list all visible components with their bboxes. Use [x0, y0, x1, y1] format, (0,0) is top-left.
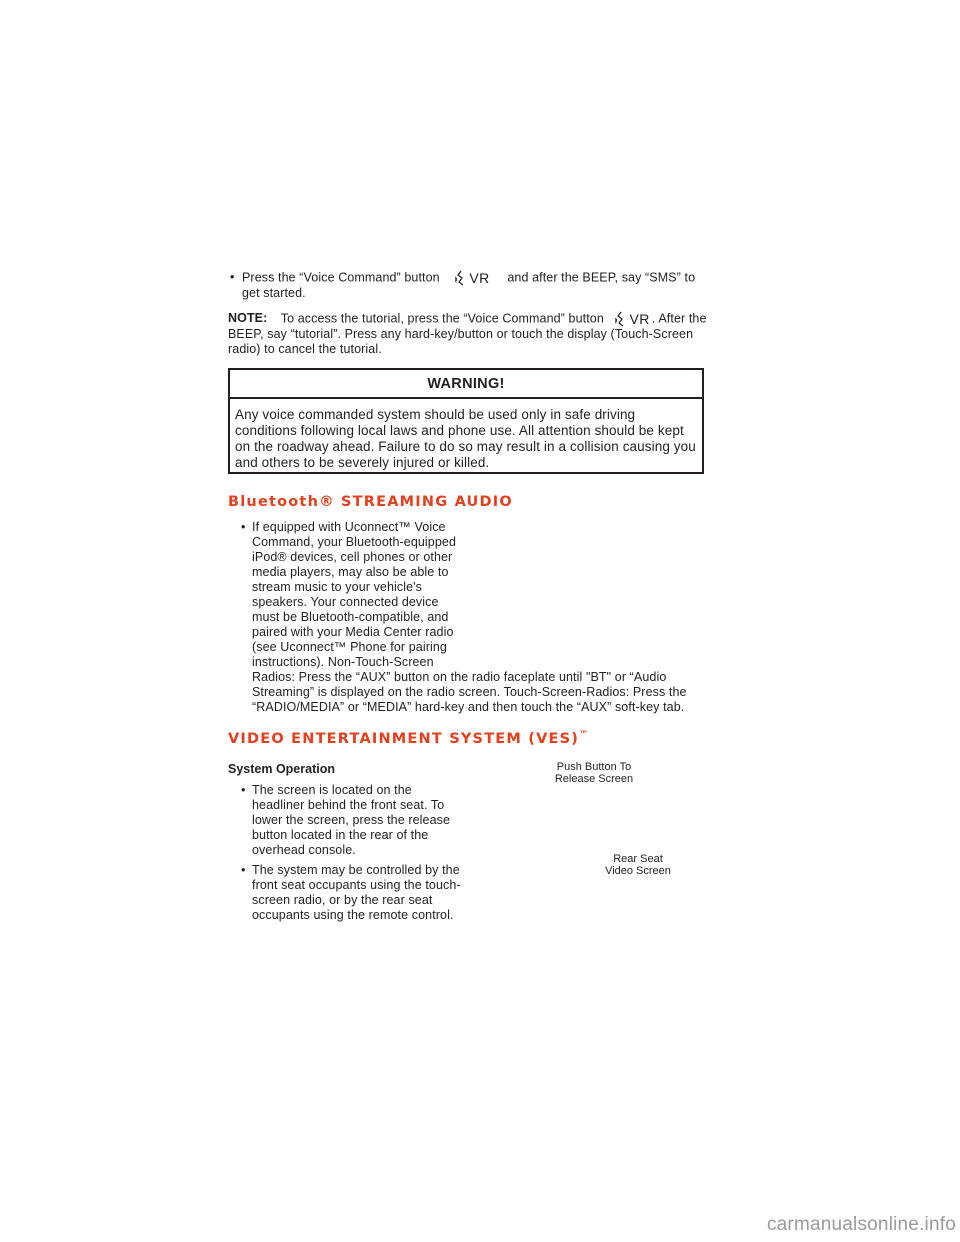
- warning-box: [228, 368, 704, 474]
- bullet-dot: •: [230, 270, 235, 284]
- vr-label: VR: [469, 269, 490, 286]
- system-operation-subhead: System Operation: [228, 762, 335, 776]
- ves-bullet-text: The screen is located on the headliner behind the front seat. To lower the screen, press the release button located in the rear of the overhead console.: [252, 783, 451, 857]
- figure-label-line: Rear Seat: [613, 853, 663, 865]
- voice-command-button-graphic: [455, 270, 489, 286]
- ves-section-heading: [228, 730, 588, 747]
- vr-label: VR: [629, 310, 650, 327]
- intro-bullet-text-after: and after the BEEP, say “SMS” to get started.: [242, 270, 696, 300]
- figure-label-line: Push Button To: [556, 761, 632, 773]
- bullet-dot: •: [241, 783, 246, 797]
- figure-label-line: Video Screen: [605, 865, 671, 877]
- intro-bullet: [230, 269, 712, 301]
- figure-label-line: Release Screen: [554, 773, 634, 785]
- warning-text: Any voice commanded system should be used only in safe driving conditions following local laws and phone use. All attention should be kept on the roadway ahead. Failure to do so may result in a collision causing you and others to be severely injured or killed.: [235, 407, 696, 470]
- ves-bullet-text: The system may be controlled by the front seat occupants using the touch-screen radio, or by the rear seat occupants using the remote control.: [252, 863, 461, 922]
- ves-heading-text: VIDEO ENTERTAINMENT SYSTEM (VES): [228, 730, 580, 747]
- voice-command-icon: [455, 270, 467, 286]
- intro-bullet-text-before: Press the “Voice Command” button: [242, 270, 440, 285]
- ves-bullet: [241, 863, 467, 923]
- bullet-dot: •: [241, 863, 246, 877]
- note-text-after: . After the BEEP, say “tutorial”. Press any hard-key/button or touch the display (Touch-Screen radio) to cancel the tutorial.: [228, 311, 707, 356]
- bullet-dot: •: [241, 520, 246, 534]
- figure-label-push-button: [540, 761, 648, 785]
- bluetooth-section-heading: Bluetooth® STREAMING AUDIO: [228, 494, 513, 510]
- bluetooth-bullet-text-narrow: If equipped with Uconnect™ Voice Command, your Bluetooth-equipped iPod® devices, cell phones or other media players, may also be able to stream music to your vehicle's speakers. Your connected device must be Bluetooth-compatible, and paired with your Media Center radio (see Uconnect™ Phone for pairing instructions). Non-Touch-Screen: [252, 520, 457, 669]
- ves-heading-tm: ™: [579, 730, 589, 740]
- watermark: carmanualsonline.info: [766, 1214, 956, 1235]
- ves-bullet: [241, 783, 467, 858]
- figure-label-rear-seat-screen: [588, 853, 688, 877]
- bluetooth-bullet: [241, 520, 692, 715]
- note-label: NOTE:: [228, 311, 268, 326]
- warning-title: WARNING!: [230, 370, 702, 399]
- note-paragraph: [228, 311, 708, 357]
- voice-command-icon: [615, 311, 627, 327]
- voice-command-button-graphic: [615, 311, 649, 327]
- note-text-before: To access the tutorial, press the “Voice Command” button: [280, 311, 604, 326]
- bluetooth-bullet-text-wide: Radios: Press the “AUX” button on the radio faceplate until "BT" or “Audio Streaming” is displayed on the radio screen. Touch-Screen-Radios: Press the “RADIO/MEDIA” or “MEDIA” hard-key and then touch the “AUX” soft-key tab.: [252, 670, 687, 714]
